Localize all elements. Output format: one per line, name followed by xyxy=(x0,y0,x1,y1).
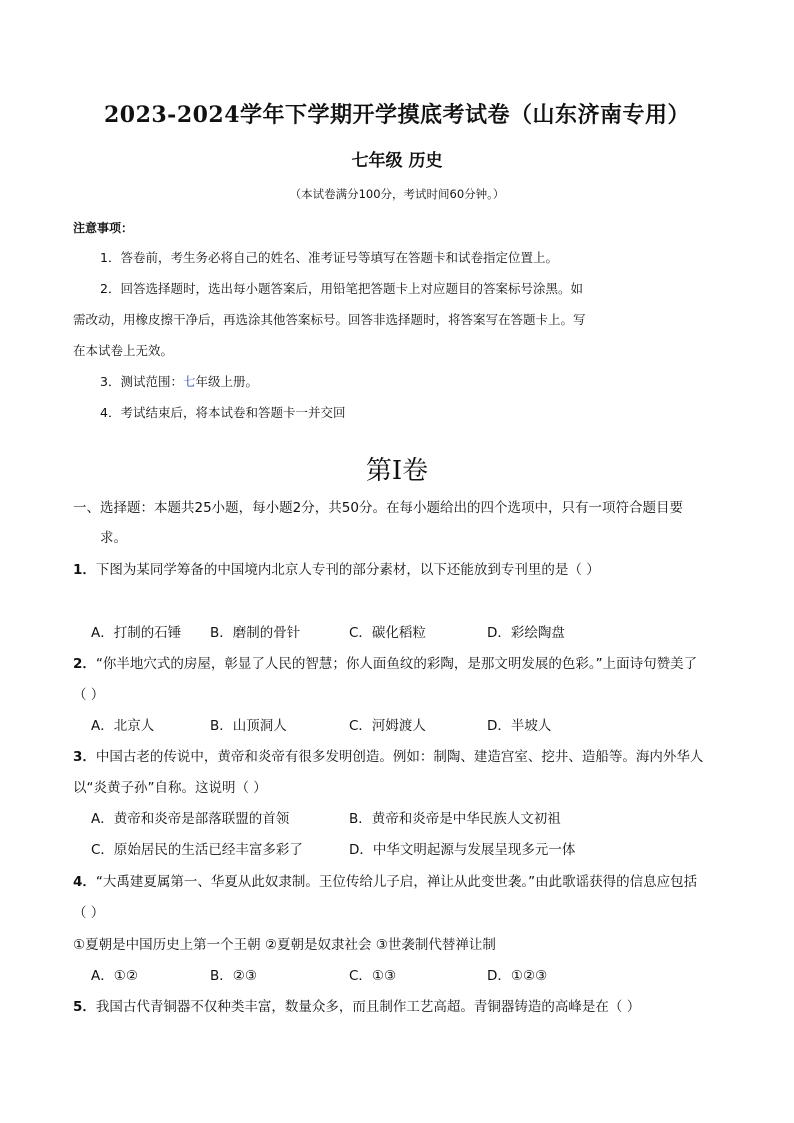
section-intro-line-1: 一、选择题：本题共25小题，每小题2分，共50分。在每小题给出的四个选项中，只有一项符合题目要 xyxy=(73,500,683,516)
section-intro-line-2: 求。 xyxy=(100,530,127,546)
notice-item-2-line-1: 2．回答选择题时，选出每小题答案后，用铅笔把答题卡上对应题目的答案标号涂黑。如 xyxy=(100,281,583,296)
q1-option-c: C．碳化稻粒 xyxy=(349,625,426,641)
q2-option-d: D．半坡人 xyxy=(487,718,552,734)
notice-item-2-line-3: 在本试卷上无效。 xyxy=(73,343,174,358)
notice-item-4: 4．考试结束后，将本试卷和答题卡一并交回 xyxy=(100,405,346,420)
q4-option-a: A．①② xyxy=(91,968,138,984)
notice-item-3-highlight: 七 xyxy=(182,374,196,389)
q1-option-b: B．磨制的骨针 xyxy=(210,625,301,641)
q3-option-a: A．黄帝和炎帝是部落联盟的首领 xyxy=(91,811,290,827)
question-2-number: 2． xyxy=(73,656,96,672)
q3-option-d: D．中华文明起源与发展呈现多元一体 xyxy=(349,842,576,858)
question-4-statements: ①夏朝是中国历史上第一个王朝 ②夏朝是奴隶社会 ③世袭制代替禅让制 xyxy=(73,937,496,953)
notice-item-2-line-2: 需改动，用橡皮擦干净后，再选涂其他答案标号。回答非选择题时，将答案写在答题卡上。写 xyxy=(73,312,586,327)
question-1-number: 1． xyxy=(73,562,96,578)
q3-option-b: B．黄帝和炎帝是中华民族人文初祖 xyxy=(349,811,561,827)
question-4-text-line-1: “大禹建夏属第一、华夏从此奴隶制。王位传给儿子启，禅让从此变世袭。”由此歌谣获得的信息应包括 xyxy=(95,874,698,890)
q4-option-c: C．①③ xyxy=(349,968,397,984)
question-5 xyxy=(73,995,640,1015)
page-title: 2023-2024学年下学期开学摸底考试卷（山东济南专用） xyxy=(103,102,691,128)
question-2 xyxy=(73,652,697,672)
question-2-text-line-1: “你半地穴式的房屋，彰显了人民的智慧；你人面鱼纹的彩陶，是那文明发展的色彩。”上面诗句赞美了 xyxy=(95,656,698,672)
q4-option-d: D．①②③ xyxy=(487,968,548,984)
question-3-number: 3． xyxy=(73,749,96,765)
notice-item-1: 1．答卷前，考生务必将自己的姓名、准考证号等填写在答题卡和试卷指定位置上。 xyxy=(100,250,558,265)
notice-item-3-prefix: 3．测试范围： xyxy=(100,374,183,389)
q1-option-d: D．彩绘陶盘 xyxy=(487,625,565,641)
question-4 xyxy=(73,870,697,890)
question-1-text: 下图为某同学筹备的中国境内北京人专刊的部分素材，以下还能放到专刊里的是（ ） xyxy=(95,562,600,578)
question-2-text-line-2: （ ） xyxy=(73,687,105,703)
question-3 xyxy=(73,745,703,765)
notice-item-3 xyxy=(100,372,258,390)
notice-item-3-suffix: 年级上册。 xyxy=(195,374,258,389)
q2-option-b: B．山顶洞人 xyxy=(210,718,287,734)
question-3-text-line-2: 以“炎黄子孙”自称。这说明（ ） xyxy=(73,780,267,796)
question-4-text-line-2: （ ） xyxy=(73,905,105,921)
q1-option-a: A．打制的石锤 xyxy=(91,625,182,641)
question-3-text-line-1: 中国古老的传说中，黄帝和炎帝有很多发明创造。例如：制陶、建造宫室、挖井、造船等。海内外华人 xyxy=(95,749,704,765)
question-5-text: 我国古代青铜器不仅种类丰富，数量众多，而且制作工艺高超。青铜器铸造的高峰是在（ ） xyxy=(95,999,641,1015)
page-subtitle: 七年级 历史 xyxy=(351,151,443,171)
question-5-number: 5． xyxy=(73,999,96,1015)
question-4-number: 4． xyxy=(73,874,96,890)
q3-option-c: C．原始居民的生活已经丰富多彩了 xyxy=(91,842,303,858)
q2-option-c: C．河姆渡人 xyxy=(349,718,426,734)
q2-option-a: A．北京人 xyxy=(91,718,155,734)
section-title: 第Ⅰ卷 xyxy=(365,456,429,486)
notice-heading: 注意事项： xyxy=(73,221,134,235)
question-1 xyxy=(73,558,600,578)
q4-option-b: B．②③ xyxy=(210,968,257,984)
exam-note: （本试卷满分100分，考试时间60分钟。） xyxy=(289,187,505,201)
